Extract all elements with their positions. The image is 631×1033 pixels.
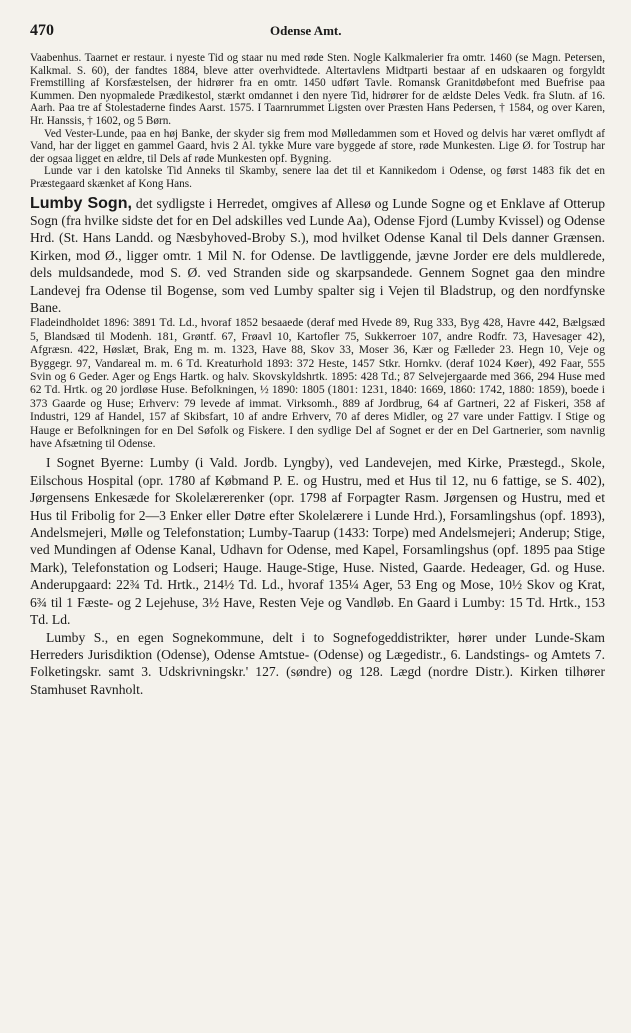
page-number: 470	[30, 22, 54, 39]
paragraph-vester-lunde: Ved Vester-Lunde, paa en høj Banke, der skyder sig frem mod Mølledammen som et Hoved og delvis har været omflydt af Vand, har der ligget en gammel Gaard, hvis 2 Al. tykke Mure vare byggede af store, røde Munkesten. Lige Ø. for Tostrup har der ogsaa ligget en ældre, til Dels af røde Munkesten opf. Bygning.	[30, 127, 605, 165]
previous-section-text	[30, 52, 605, 191]
section-title: Lumby Sogn,	[30, 194, 132, 212]
paragraph-church-description: Vaabenhus. Taarnet er restaur. i nyeste Tid og staar nu med røde Sten. Nogle Kalkmalerier fra omtr. 1460 (se Magn. Petersen, Kalkmal. S. 60), der fandtes 1884, bleve atter overhvidtede. Altertavlens Midtparti bestaar af en udskaaren og forgyldt Fremstilling af Korsfæstelsen, der hidrører fra en omtr. 1450 udført Tavle. Romansk Granitdøbefont med Buefrise paa Kummen. Den nyopmalede Prædikestol, stærkt omdannet i den nyere Tid, hidrører for de ældste Deles Vedk. fra Slutn. af 16. Aarh. Paa tre af Stolestaderne findes Aarst. 1575. I Taarnrummet Ligsten over Præsten Hans Pedersen, † 1584, og over Karen, Hr. Hanssis, † 1602, og 5 Børn.	[30, 52, 605, 127]
lumby-statistics	[30, 316, 605, 450]
byerne-paragraph: I Sognet Byerne: Lumby (i Vald. Jordb. Lyngby), ved Landevejen, med Kirke, Præstegd., Skole, Eilschous Hospital (opr. 1780 af Købmand P. E. og Hustru, med et Hus til 12, nu 6 fattige, se S. 402), Jørgensens Enkesæde for Skolelærerenker (opr. 1798 af Forpagter Rasm. Jørgensen og Hustru, med et Hus til Fribolig for 2—3 Enker eller Døtre efter Skolelærere i Lunde Hrd.), Forsamlingshus (opf. 1893), Andelsmejeri, Mølle og Telefonstation; Lumby-Taarup (1433: Torpe) med Andelsmejeri; Anderup; Stige, ved Mundingen af Odense Kanal, Udhavn for Odense, med Kapel, Forsamlingshus (opf. 1895 paa Stige Mark), Telefonstation og Lodseri; Hauge. Hauge-Stige, Huse. Nisted, Gaarde. Hedeager, Gd. og Huse. Anderupgaard: 22¾ Td. Hrtk., 214½ Td. Ld., hvoraf 135¼ Ager, 53 Eng og Mose, 10½ Skov og Krat, 6¾ til 1 Fæste- og 2 Lejehuse, 3½ Have, Resten Veje og Vandløb. En Gaard i Lumby: 15 Td. Hrtk., 153 Td. Ld.	[30, 455, 605, 628]
lumby-intro-paragraph	[30, 195, 605, 317]
statistics-paragraph: Fladeindholdet 1896: 3891 Td. Ld., hvoraf 1852 besaaede (deraf med Hvede 89, Rug 333, Byg 428, Havre 442, Bælgsæd 5, Blandsæd til Modenh. 181, Grøntf. 67, Frøavl 10, Kartofler 75, Sukkerroer 107, andre Rodfr. 73, Havesager 42), Afgræsn. 422, Høslæt, Brak, Eng m. m. 1323, Have 88, Skov 33, Moser 36, Kær og Fælleder 23. Hegn 10, Veje og Byggegr. 97, Vandareal m. m. 6 Td. Kreaturhold 1893: 372 Heste, 1457 Stkr. Hornkv. (deraf 1024 Køer), 492 Faar, 555 Svin og 6 Geder. Ager og Engs Hartk. og halv. Skovskyldshrtk. 1895: 428 Td.; 87 Selvejergaarde med 366, 294 Huse med 62 Td. Hrtk. og 20 jordløse Huse. Befolkningen, ½ 1890: 1805 (1801: 1231, 1840: 1669, 1860: 1742, 1880: 1859), boede i 373 Gaarde og Huse; Erhverv: 79 levede af immat. Virksomh., 889 af Jordbrug, 64 af Gartneri, 22 af Fiskeri, 358 af Industri, 129 af Handel, 157 af Skibsfart, 10 af andre Erhverv, 70 af deres Midler, og 27 vare under Fattigv. I Stige og Hauge er Befolkningen for en Del Søfolk og Fiskere. I den sydlige Del af Sognet er der en Del Gartnerier, som navnlig have Afsætning til Odense.	[30, 316, 605, 451]
paragraph-lunde-history: Lunde var i den katolske Tid Anneks til Skamby, senere laa det til et Kannikedom i Odense, og først 1483 fik det en Præstegaard skænket af Kong Hans.	[30, 165, 605, 190]
lumby-intro-text: det sydligste i Herredet, omgives af Allesø og Lunde Sogne og et Enklave af Otterup Sogn (fra hvilke sidste det for en Del adskilles ved Lunde Aa), Odense Fjord (Lumby Kvissel) og Odense Hrd. (St. Hans Landd. og Næsbyhoved-Broby S.), mod hvilket Odense Kanal til Dels danner Grænsen. Kirken, mod Ø., ligger omtr. 1 Mil N. for Odense. De lavtliggende, jævne Jorder ere dels muldlerede, dels muldsandede, mod S. Ø. ved Stranden side og skarpsandede. Gennem Sognet gaa den mindre Landevej fra Odense til Bogense, som ved Lumby spalter sig i Vejen til Bladstrup, og den nordfynske Bane.	[30, 195, 606, 315]
lumby-sogn-section	[30, 195, 605, 317]
lumby-settlements	[30, 454, 605, 698]
running-title: Odense Amt.	[270, 23, 342, 38]
kommune-paragraph: Lumby S., en egen Sognekommune, delt i to Sognefogeddistrikter, hører under Lunde-Skam Herreders Jurisdiktion (Odense), Odense Amtstue- (Odense) og Lægedistr., 6. Landstings- og Amtets 7. Folketingskr. samt 3. Udskrivningskr.' 127. (søndre) og 128. Lægd (nordre Distr.). Kirken tilhører Stamhuset Ravnholt.	[30, 629, 605, 697]
page-header	[30, 22, 605, 52]
